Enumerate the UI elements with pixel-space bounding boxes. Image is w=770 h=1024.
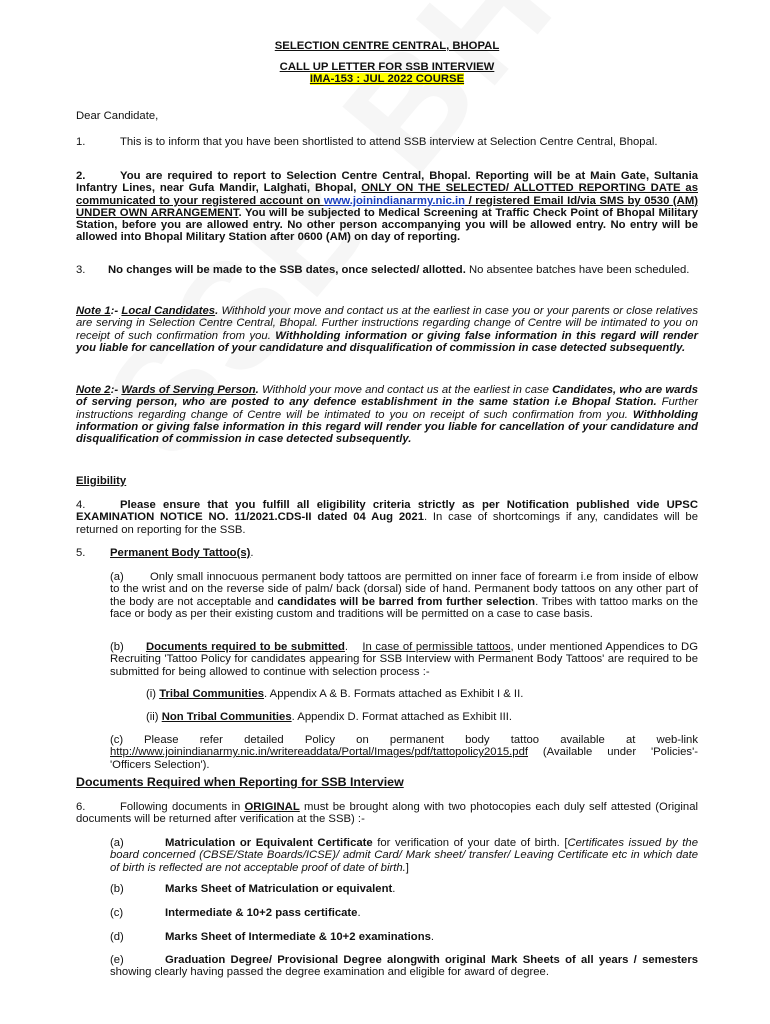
para-5b-i-text: . Appendix A & B. Formats attached as Exhibit I & II. — [264, 688, 524, 700]
doc-item-bold: Graduation Degree/ Provisional Degree alongwith original Mark Sheets of all years / semesters — [165, 954, 698, 966]
doc-item-c — [110, 907, 698, 919]
doc-item-a — [110, 837, 698, 874]
join-army-link[interactable]: www.joinindianarmy.nic.in — [323, 194, 466, 207]
para-5a-label: (a) — [110, 571, 124, 583]
doc-item-text: . — [430, 931, 435, 943]
para-5c-text-2: (Available under 'Policies'- 'Officers Selection'). — [110, 746, 698, 771]
documents-heading: Documents Required when Reporting for SSB Interview — [76, 775, 404, 789]
para-2 — [76, 170, 698, 244]
note-2-text-1: Withhold your move and contact us at the earliest in case — [258, 384, 553, 396]
para-3-bold: No changes will be made to the SSB dates, once selected/ allotted. — [108, 264, 466, 276]
para-5a-bold: candidates will be barred from further selection — [277, 595, 536, 608]
para-5b-i-label: (i) — [146, 688, 157, 700]
doc-item-end: ] — [405, 861, 409, 874]
doc-item-b — [110, 883, 698, 895]
para-5b-text: , under mentioned Appendices to DG Recruiting 'Tattoo Policy for candidates appearing for SSB Interview with Permanent Body Tattoos' are required to be submitted for being allowed to continue with selection process :- — [110, 641, 699, 678]
para-1-number: 1. — [76, 136, 86, 148]
para-3-text: No absentee batches have been scheduled. — [465, 264, 690, 276]
para-2-text-b: ONLY ON THE SELECTED/ ALLOTTED REPORTING DATE as communicated to your registered account on — [76, 182, 698, 207]
header-course — [76, 73, 698, 85]
para-5c — [110, 734, 698, 771]
tattoo-policy-link[interactable]: http://www.joinindianarmy.nic.in/writereaddata/Portal/Images/pdf/tattopolicy2015.pdf — [110, 746, 529, 759]
para-4-number: 4. — [76, 499, 86, 511]
note-2-bold-1: Candidates, who are wards of serving person, who are posted to any defence establishment in the same station i.e Bhopal Station. — [76, 384, 698, 409]
para-5c-label: (c) — [110, 734, 124, 746]
salutation: Dear Candidate, — [76, 110, 159, 122]
para-5a-text-2: . Tribes with tattoo marks on the face or body as per their existing custom and traditions will be permitted on a case to case basis. — [110, 595, 698, 620]
para-1 — [76, 136, 698, 148]
eligibility-heading: Eligibility — [76, 475, 127, 487]
doc-item-text: . — [357, 907, 361, 919]
note-1-bold: Withholding information or giving false information in this regard will render you liable for cancellation of your candidature and disqualification of commission in case detected subsequently. — [76, 329, 698, 354]
doc-item-e — [110, 954, 698, 979]
para-5b-label: (b) — [110, 641, 124, 653]
note-2-label: Note 2 — [76, 384, 111, 396]
para-5 — [76, 547, 698, 559]
para-5b-title: Documents required to be submitted — [146, 641, 345, 653]
para-6-text-c: must be brought along with two photocopies each duly self attested (Original documents will be returned after verification at the SSB) :- — [76, 801, 698, 826]
para-5b-i — [146, 688, 698, 700]
para-1-text: This is to inform that you have been shortlisted to attend SSB interview at Selection Centre Central, Bhopal. — [120, 136, 658, 148]
doc-item-label: (a) — [110, 837, 124, 849]
para-3 — [76, 264, 698, 276]
note-2-title: Wards of Serving Person — [121, 384, 256, 396]
note-1-text: Withhold your move and contact us at the earliest in case you or your parents or close relatives are serving in Selection Centre Central, Bhopal. Further instructions regarding change of Centre will be intimated to you on receipt of such confirmation from you. — [76, 305, 698, 342]
note-2-dot: . — [255, 384, 259, 396]
para-6-text-a: Following documents in — [120, 801, 245, 813]
para-5b-underlined: In case of permissible tattoos — [362, 641, 511, 653]
doc-item-text: for verification of your date of birth. [ — [372, 837, 568, 849]
para-5b-ii-text: . Appendix D. Format attached as Exhibit III. — [291, 711, 513, 723]
para-2-text-a: You are required to report to Selection Centre Central, Bhopal. Reporting will be at Main Gate, Sultania Infantry Lines, near Gufa Mandir, Lalghati, Bhopal, — [76, 170, 698, 195]
para-2-text-c: / registered Email Id/via SMS by 0530 (AM) UNDER OWN ARRANGEMENT — [76, 194, 698, 219]
para-5-title: Permanent Body Tattoo(s) — [110, 547, 251, 559]
para-5a-text-1: Only small innocuous permanent body tattoos are permitted on inner face of forearm i.e from inside of elbow to the wrist and on the reverse side of palm/ back (dorsal) side of hand. Permanent body tattoos on any other part of the body are not acceptable and — [110, 571, 698, 608]
doc-item-text: showing clearly having passed the degree examination and eligible for award of degree. — [110, 966, 549, 979]
note-2 — [76, 384, 698, 445]
para-4 — [76, 499, 698, 536]
para-5b-ii-label: (ii) — [146, 711, 159, 723]
course-highlight: IMA-153 : JUL 2022 COURSE — [309, 73, 465, 85]
header-title: CALL UP LETTER FOR SSB INTERVIEW — [279, 61, 495, 73]
doc-item-bold: Marks Sheet of Intermediate & 10+2 examinations — [165, 931, 431, 943]
header-org: SELECTION CENTRE CENTRAL, BHOPAL — [274, 40, 500, 52]
doc-item-d — [110, 931, 698, 943]
doc-item-label: (c) — [110, 907, 124, 919]
note-1-dot: . — [215, 305, 219, 317]
note-1-title: Local Candidates — [121, 305, 216, 317]
para-6-number: 6. — [76, 801, 86, 813]
para-5-number: 5. — [76, 547, 86, 559]
para-5a — [110, 571, 698, 620]
para-5b-dot: . — [344, 641, 349, 653]
doc-item-bold: Marks Sheet of Matriculation or equivalent — [165, 883, 393, 895]
note-1 — [76, 305, 698, 354]
para-6 — [76, 801, 698, 826]
para-4-bold: Please ensure that you fulfill all eligibility criteria strictly as per Notification published vide UPSC EXAMINATION NOTICE NO. 11/2021.CDS-II dated 04 Aug 2021 — [76, 499, 698, 524]
note-1-label: Note 1 — [76, 305, 111, 317]
para-5c-text-1: Please refer detailed Policy on permanent body tattoo available at web-link — [144, 734, 698, 746]
para-5b-i-title: Tribal Communities — [159, 688, 265, 700]
doc-item-italic: Certificates issued by the board concerned (CBSE/State Boards/ICSE)/ admit Card/ Mark sheet/ transfer/ Leaving Certificate etc in which date of birth is reflected are not acceptable proof of date of birth. — [110, 837, 698, 874]
note-2-bold-2: Withholding information or giving false information in this regard will render you liable for cancellation of your candidature and disqualification of commission in case detected subsequently. — [76, 408, 698, 446]
para-4-text: . In case of shortcomings if any, candidates will be returned on reporting for the SSB. — [76, 511, 698, 536]
doc-item-label: (d) — [110, 931, 124, 943]
para-3-number: 3. — [76, 264, 86, 276]
doc-item-bold: Matriculation or Equivalent Certificate — [165, 837, 373, 849]
doc-item-text: . — [392, 883, 396, 895]
para-5b — [110, 641, 698, 678]
note-2-sep: :- — [110, 384, 122, 396]
note-2-text-2: Further instructions regarding change of Centre will be intimated to you on receipt of such confirmation from you. — [76, 396, 698, 421]
para-2-number: 2. — [76, 170, 86, 182]
para-5b-ii-title: Non Tribal Communities — [161, 711, 292, 723]
para-6-original: ORIGINAL — [244, 801, 300, 813]
para-5b-ii — [146, 711, 698, 723]
para-2-text-d: . You will be subjected to Medical Screening at Traffic Check Point of Bhopal Military Station, before you are allowed entry. No other person accompanying you will be allowed entry. No entry will be allowed into Bhopal Military Station after 0600 (AM) on day of reporting. — [76, 206, 699, 244]
doc-item-label: (b) — [110, 883, 124, 895]
note-1-sep: :- — [110, 305, 122, 317]
para-5-dot: . — [250, 547, 254, 559]
doc-item-label: (e) — [110, 954, 124, 966]
doc-item-bold: Intermediate & 10+2 pass certificate — [165, 907, 358, 919]
